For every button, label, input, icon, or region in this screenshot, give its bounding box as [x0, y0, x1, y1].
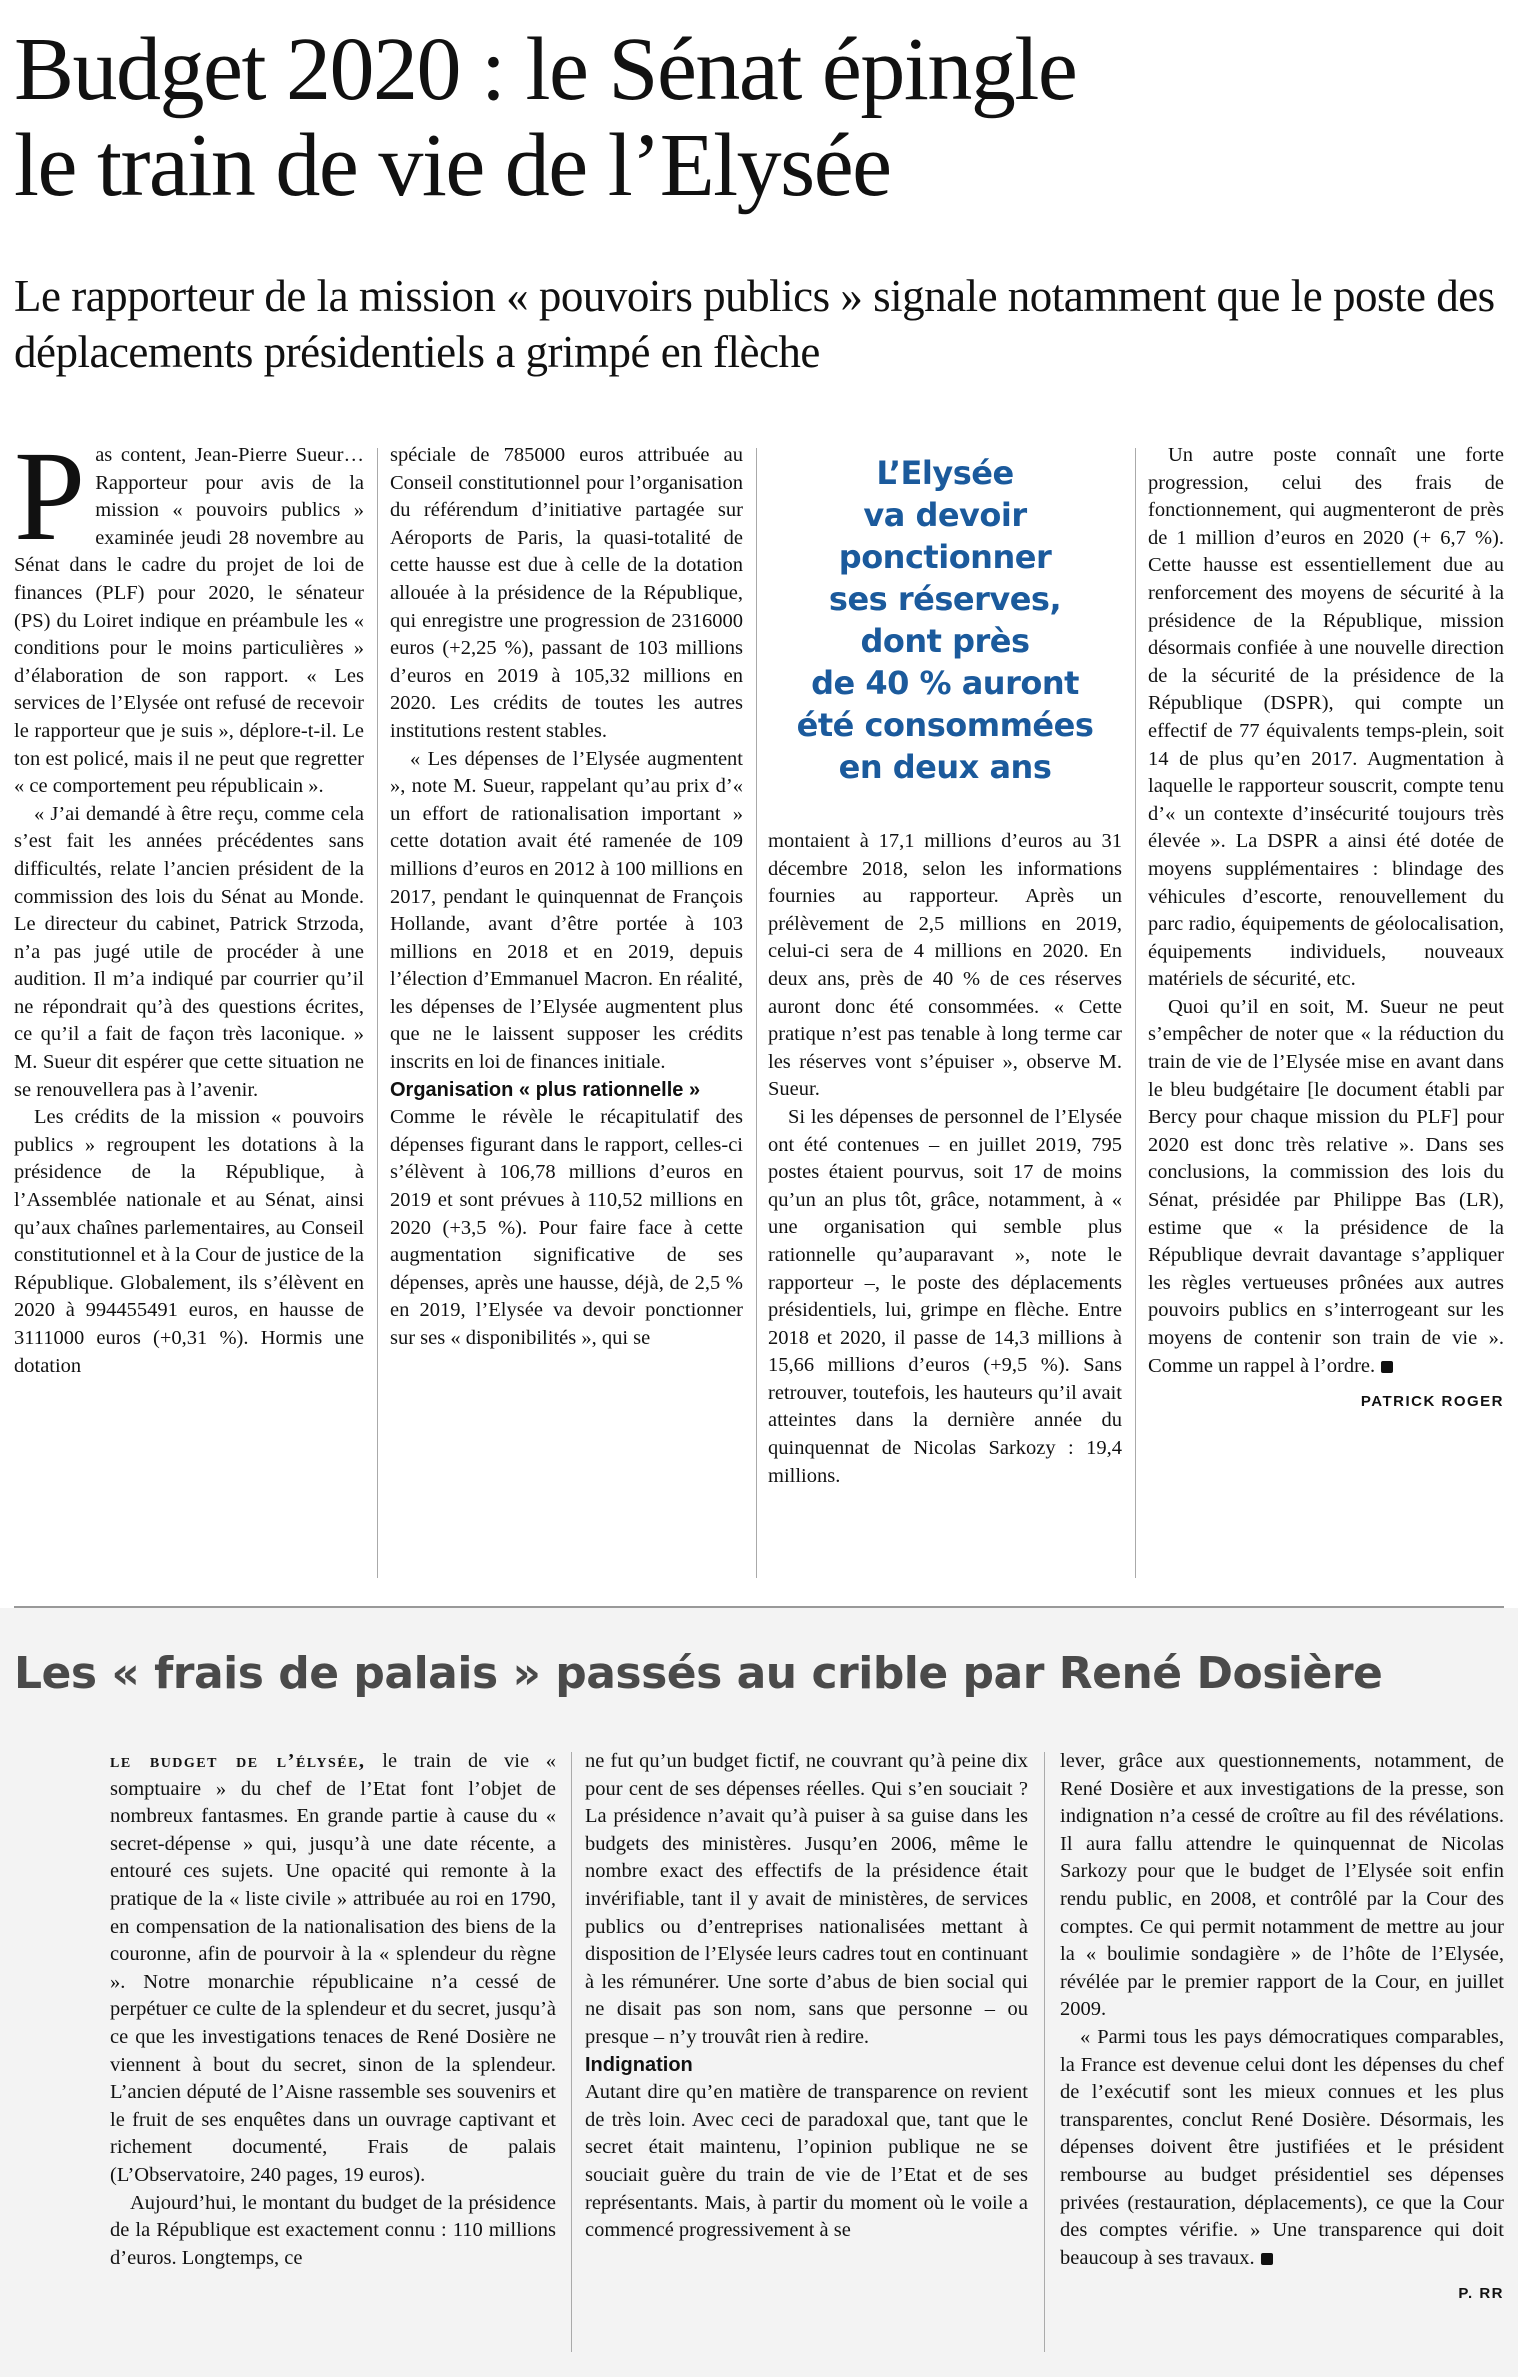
column-divider	[756, 448, 757, 1578]
pull-quote-line: dont près	[860, 622, 1030, 660]
paragraph-text: « Parmi tous les pays démocratiques comparables, la France est devenue celui dont les dépenses du chef de l’exécutif sont les mieux connues et les plus transparentes, conclut René Dosière. Désormais, les dépenses doivent être justifiées et le président rembourse au budget présidentiel ses dépenses privées (restauration, déplacements), ce que la Cour des comptes vérifie. » Une transparence qui doit beaucoup à ses travaux.	[1060, 2025, 1504, 2269]
pull-quote	[772, 452, 1118, 788]
subheading: Organisation « plus rationnelle »	[390, 1078, 701, 1101]
column-divider	[571, 1752, 572, 2352]
end-mark-icon	[1261, 2253, 1273, 2265]
paragraph: Aujourd’hui, le montant du budget de la présidence de la République est exactement connu : 110 millions d’euros. Longtemps, ce	[110, 2191, 556, 2269]
paragraph: Autant dire qu’en matière de transparence on revient de très loin. Avec ceci de paradoxal que, tant que le secret était maintenu, l’opinion publique ne se souciait guère du train de vie de l’Etat et de ses représentants. Mais, à partir du moment où le voile a commencé progressivement à se	[585, 2081, 1028, 2242]
article-column-2	[390, 442, 743, 1353]
lead-in: le budget de l’élysée,	[110, 1750, 366, 1772]
pull-quote-line: été consommées	[796, 706, 1094, 744]
column-divider	[1135, 448, 1136, 1578]
paragraph: Un autre poste connaît une forte progression, celui des frais de fonctionnement, qui augmenteront de près de 1 million d’euros en 2020 (+ 6,7 %). Cette hausse est essentiellement due au renforcement des moyens de sécurité à la présidence de la République, mission désormais confiée à une nouvelle direction de la sécurité de la présidence de la République (DSPR), qui compte un effectif de 77 équivalents temps-plein, soit 14 de plus qu’en 2017. Augmentation à laquelle le rapporteur souscrit, compte tenu d’« un contexte d’insécurité toujours très élevée ». La DSPR a ainsi été dotée de moyens supplémentaires : blindage des véhicules d’escorte, renouvellement du parc radio, équipements de géolocalisation, équipements individuels, nouveaux matériels de sécurité, etc.	[1148, 444, 1504, 991]
pull-quote-line: en deux ans	[838, 748, 1052, 786]
lead-text: as content, Jean-Pierre Sueur… Rapporteur pour avis de la mission « pouvoirs publics » examinée jeudi 28 novembre au Sénat dans le cadre du projet de loi de finances (PLF) pour 2020, le sénateur (PS) du Loiret indique en préambule les « conditions pour le moins particulières » d’élaboration de son rapport. « Les services de l’Elysée ont refusé de recevoir le rapporteur que je suis », déplore-t-il. Le ton est policé, mais il ne peut que regretter « ce comportement peu républicain ».	[14, 444, 364, 798]
column-divider	[1044, 1752, 1045, 2352]
paragraph: Si les dépenses de personnel de l’Elysée ont été contenues – en juillet 2019, 795 postes étaient pourvus, soit 17 de moins qu’un an plus tôt, grâce, notamment, à « une organisation qui semble plus rationnelle qu’auparavant », note le rapporteur –, le poste des déplacements présidentiels, lui, grimpe en flèche. Entre 2018 et 2020, il passe de 14,3 millions à 15,66 millions d’euros (+9,5 %). Sans retrouver, toutefois, les hauteurs qu’il avait atteintes dans la dernière année du quinquennat de Nicolas Sarkozy : 19,4 millions.	[768, 1105, 1122, 1487]
headline	[14, 22, 1504, 214]
article-column-4	[1148, 442, 1504, 1416]
paragraph: Comme le révèle le récapitulatif des dépenses figurant dans le rapport, celles-ci s’élèvent à 106,78 millions d’euros en 2019 et sont prévues à 110,52 millions en 2020 (+3,5 %). Pour faire face à cette augmentation significative de ses dépenses, après une hausse, déjà, de 2,5 % en 2019, l’Elysée va devoir ponctionner sur ses « disponibilités », qui se	[390, 1106, 743, 1349]
paragraph: montaient à 17,1 millions d’euros au 31 décembre 2018, selon les informations fournies au rapporteur. Après un prélèvement de 2,5 millions en 2019, celui-ci sera de 4 millions en 2020. En deux ans, près de 40 % de ces réserves auront donc été consommées. « Cette pratique n’est pas tenable à long terme car les réserves vont s’épuiser », observe M. Sueur.	[768, 830, 1122, 1101]
byline: PATRICK ROGER	[1360, 1393, 1504, 1411]
paragraph	[1148, 994, 1504, 1380]
sidebar-column-2	[585, 1748, 1028, 2245]
paragraph-text: le train de vie « somptuaire » du chef de l’Etat font l’objet de nombreux fantasmes. En grande partie à cause du « secret-dépense » qui, jusqu’à une date récente, a entouré ces sujets. Une opacité qui remonte à la pratique de la « liste civile » attribuée au roi en 1790, en compensation de la nationalisation des biens de la couronne, afin de pourvoir à la « splendeur du règne ». Notre monarchie républicaine n’a cessé de perpétuer ce culte de la splendeur et du secret, jusqu’à ce que les investigations tenaces de René Dosière ne viennent à bout du secret, sinon de la splendeur. L’ancien député de l’Aisne rassemble ses souvenirs et le fruit de ses enquêtes dans un ouvrage captivant et richement documenté, Frais de palais (L’Observatoire, 240 pages, 19 euros).	[110, 1750, 556, 2186]
paragraph: « J’ai demandé à être reçu, comme cela s’est fait les années précédentes sans difficultés, relate l’ancien président de la commission des lois du Sénat au Monde. Le directeur du cabinet, Patrick Strzoda, n’a pas jugé utile de procéder à une audition. Il m’a indiqué par courrier qu’il ne répondrait qu’à des questions écrites, ce qu’il a fait de façon très laconique. » M. Sueur dit espérer que cette situation ne se renouvellera pas à l’avenir.	[14, 802, 364, 1101]
sidebar-column-3	[1060, 1748, 1504, 2308]
subheading: Indignation	[585, 2053, 693, 2076]
paragraph: ne fut qu’un budget fictif, ne couvrant qu’à peine dix pour cent de ses dépenses réelles. Qui s’en souciait ? La présidence n’avait qu’à puiser à sa guise dans les budgets des ministères. Jusqu’en 2006, même le nombre exact des effectifs de la présidence était invérifiable, tant il y avait de ministères, de services publics ou d’entreprises nationalisées mettant à disposition de l’Elysée leurs cadres tout en continuant à les rémunérer. Une sorte d’abus de bien social qui ne disait pas son nom, sans que personne – ou presque – n’y trouvât rien à redire.	[585, 1750, 1028, 2048]
paragraph: lever, grâce aux questionnements, notamment, de René Dosière et aux investigations de la presse, son indignation n’a cessé de croître au fil des révélations. Il aura fallu attendre le quinquennat de Nicolas Sarkozy pour que le budget de l’Elysée soit enfin rendu public, en 2008, et contrôlé par la Cour des comptes. Ce qui permit notamment de mettre au jour la « boulimie sondagière » de l’hôte de l’Elysée, révélée par le premier rapport de la Cour, en juillet 2009.	[1060, 1750, 1504, 2021]
pull-quote-line: va devoir	[863, 496, 1027, 534]
headline-line-2: le train de vie de l’Elysée	[14, 116, 891, 215]
paragraph: spéciale de 785000 euros attribuée au Conseil constitutionnel pour l’organisation du référendum d’initiative partagée sur Aéroports de Paris, la quasi-totalité de cette hausse est due à celle de la dotation allouée à la présidence de la République, qui enregistre une progression de 2316000 euros (+2,25 %), passant de 103 millions d’euros en 2019 à 105,32 millions en 2020. Les crédits de toutes les autres institutions restent stables.	[390, 444, 743, 742]
column-divider	[377, 448, 378, 1578]
paragraph: « Les dépenses de l’Elysée augmentent », note M. Sueur, rappelant qu’au prix d’« un effort de rationalisation important » cette dotation avait été ramenée de 109 millions d’euros en 2012 à 100 millions en 2017, pendant le quinquennat de François Hollande, avant d’être portée à 103 millions en 2018 et en 2019, depuis l’élection d’Emmanuel Macron. En réalité, les dépenses de l’Elysée augmentent plus que ne le laissent supposer les crédits inscrits en loi de finances initiale.	[390, 747, 743, 1074]
end-mark-icon	[1381, 1361, 1393, 1373]
byline: P. RR	[1458, 2285, 1504, 2303]
pull-quote-line: de 40 % auront	[811, 664, 1079, 702]
article-column-1	[14, 425, 364, 1380]
sidebar-article-title: Les « frais de palais » passés au crible par René Dosière	[14, 1648, 1383, 1699]
article-column-3	[768, 828, 1122, 1490]
headline-line-1: Budget 2020 : le Sénat épingle	[14, 20, 1077, 119]
paragraph-text: Quoi qu’il en soit, M. Sueur ne peut s’empêcher de noter que « la réduction du train de vie de l’Elysée mise en avant dans le bleu budgétaire [le document établi par Bercy pour chaque mission du PLF] pour 2020 est donc très relative ». Dans ses conclusions, la commission des lois du Sénat, présidée par Philippe Bas (LR), estime que « la présidence de la République devrait davantage s’appliquer les règles vertueuses prônées aux autres pouvoirs publics en s’interrogeant sur les moyens de contenir son train de vie ». Comme un rappel à l’ordre.	[1148, 995, 1504, 1377]
pull-quote-line: L’Elysée	[876, 454, 1014, 492]
paragraph	[1060, 2024, 1504, 2272]
drop-cap: P	[14, 425, 86, 567]
pull-quote-line: ponctionner	[838, 538, 1052, 576]
lead-paragraph	[14, 425, 364, 801]
deck: Le rapporteur de la mission « pouvoirs publics » signale notamment que le poste des déplacements présidentiels a grimpé en flèche	[14, 271, 1495, 377]
sidebar-column-1	[110, 1748, 556, 2272]
pull-quote-line: ses réserves,	[828, 580, 1062, 618]
paragraph	[110, 1748, 556, 2190]
paragraph: Les crédits de la mission « pouvoirs publics » regroupent les dotations à la présidence de la République, à l’Assemblée nationale et au Sénat, ainsi qu’aux chaînes parlementaires, au Conseil constitutionnel et à la Cour de justice de la République. Globalement, ils s’élèvent en 2020 à 994455491 euros, en hausse de 3111000 euros (+0,31 %). Hormis une dotation	[14, 1106, 364, 1377]
